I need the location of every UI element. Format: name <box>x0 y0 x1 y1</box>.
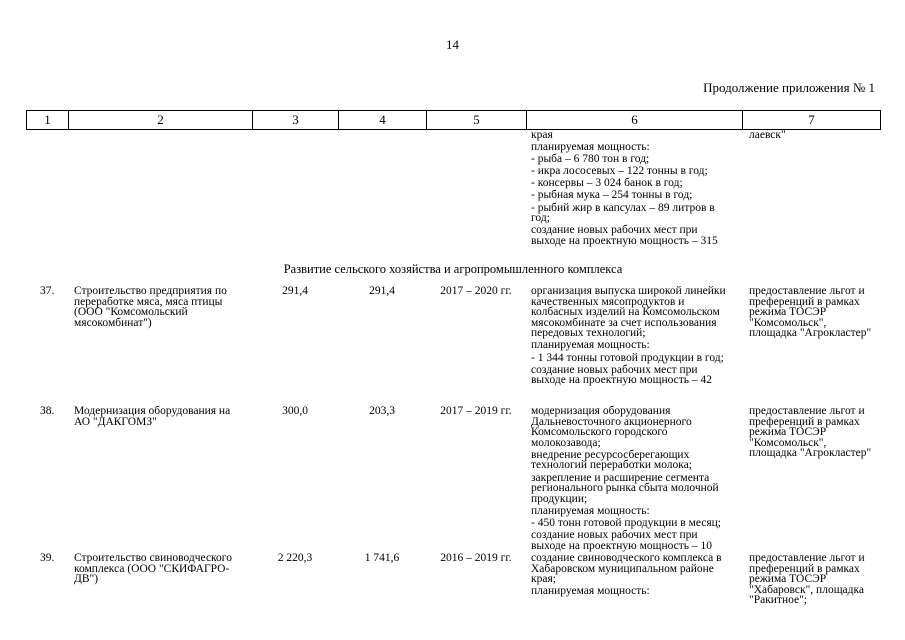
table-header <box>26 110 881 130</box>
row-38-name: Модернизация оборудования на АО "ДАКГОМЗ" <box>74 405 231 428</box>
continuation-line: - рыба – 6 780 тон в год; <box>531 153 650 166</box>
row-39-col6-line: создание свиноводческого комплекса в Хабаровском муниципальном районе края; <box>531 552 722 586</box>
row-37-col7: предоставление льгот и преференций в рамках режима ТОСЭР "Комсомольск", площадка "Агрокластер" <box>749 285 872 340</box>
row-37-col3: 291,4 <box>282 285 308 297</box>
continuation-line: края <box>531 129 553 141</box>
row-38-number: 38. <box>40 405 55 417</box>
row-38-period: 2017 – 2019 гг. <box>440 405 512 417</box>
row-38-col4: 203,3 <box>369 405 395 417</box>
row-37-col6-line: организация выпуска широкой линейки качественных мясопродуктов и колбасных изделий на Комсомольском мясокомбинате за счет использования передовых технологий; <box>531 285 726 340</box>
column-header-3: 3 <box>253 111 339 130</box>
row-39-col7: предоставление льгот и преференций в рамках режима ТОСЭР "Хабаровск", площадка "Ракитное"; <box>749 552 865 607</box>
column-header-4: 4 <box>339 111 427 130</box>
column-header-1: 1 <box>27 111 69 130</box>
continuation-col7: лаевск" <box>749 129 786 141</box>
continuation-line: - рыбий жир в капсулах – 89 литров в год; <box>531 201 715 225</box>
continuation-line: создание новых рабочих мест при выходе на проектную мощность – 315 <box>531 224 718 247</box>
column-header-2: 2 <box>69 111 253 130</box>
continuation-line: планируемая мощность: <box>531 141 650 154</box>
row-37-col6-line: планируемая мощность: <box>531 339 650 352</box>
row-39-col6 <box>531 553 735 598</box>
row-39-number: 39. <box>40 552 55 564</box>
continuation-line: - консервы – 3 024 банок в год; <box>531 177 683 190</box>
page-number: 14 <box>446 37 459 52</box>
row-37-col6 <box>531 286 735 387</box>
row-39-name: Строительство свиноводческого комплекса (ООО "СКИФАГРО-ДВ") <box>74 552 232 586</box>
row-37-period: 2017 – 2020 гг. <box>440 285 512 297</box>
continuation-col6 <box>531 130 731 248</box>
row-37-name: Строительство предприятия по переработке мяса, мяса птицы (ООО "Комсомольский мясокомбинат") <box>74 285 227 329</box>
appendix-note: Продолжение приложения № 1 <box>703 80 875 95</box>
row-38-col6 <box>531 406 735 553</box>
row-39-col6-line: планируемая мощность: <box>531 585 650 598</box>
row-38-col7: предоставление льгот и преференций в рамках режима ТОСЭР "Комсомольск", площадка "Агрокластер" <box>749 405 872 460</box>
row-38-col6-line: внедрение ресурсосберегающих технологий переработки молока; <box>531 448 693 472</box>
row-39-col4: 1 741,6 <box>364 552 400 564</box>
row-39-col3: 2 220,3 <box>277 552 313 564</box>
row-37-col4: 291,4 <box>369 285 395 297</box>
continuation-line: - икра лососевых – 122 тонны в год; <box>531 165 708 178</box>
row-38-col6-line: - 450 тонн готовой продукции в месяц; <box>531 516 721 529</box>
row-38-col6-line: закрепление и расширение сегмента регионального рынка сбыта молочной продукции; <box>531 471 719 505</box>
row-37-number: 37. <box>40 285 55 297</box>
continuation-line: - рыбная мука – 254 тонны в год; <box>531 189 693 202</box>
row-37-col6-line: создание новых рабочих мест при выходе на проектную мощность – 42 <box>531 363 713 387</box>
row-39-period: 2016 – 2019 гг. <box>440 552 512 564</box>
section-title: Развитие сельского хозяйства и агропромышленного комплекса <box>283 262 623 276</box>
column-header-7: 7 <box>743 111 881 130</box>
row-38-col3: 300,0 <box>282 405 308 417</box>
row-38-col6-line: планируемая мощность: <box>531 504 650 517</box>
column-header-6: 6 <box>527 111 743 130</box>
column-header-5: 5 <box>427 111 527 130</box>
row-38-col6-line: модернизация оборудования Дальневосточного акционерного Комсомольского городского молокозавода; <box>531 405 692 449</box>
row-37-col6-line: - 1 344 тонны готовой продукции в год; <box>531 351 724 364</box>
row-38-col6-line: создание новых рабочих мест при выходе на проектную мощность – 10 <box>531 529 713 552</box>
